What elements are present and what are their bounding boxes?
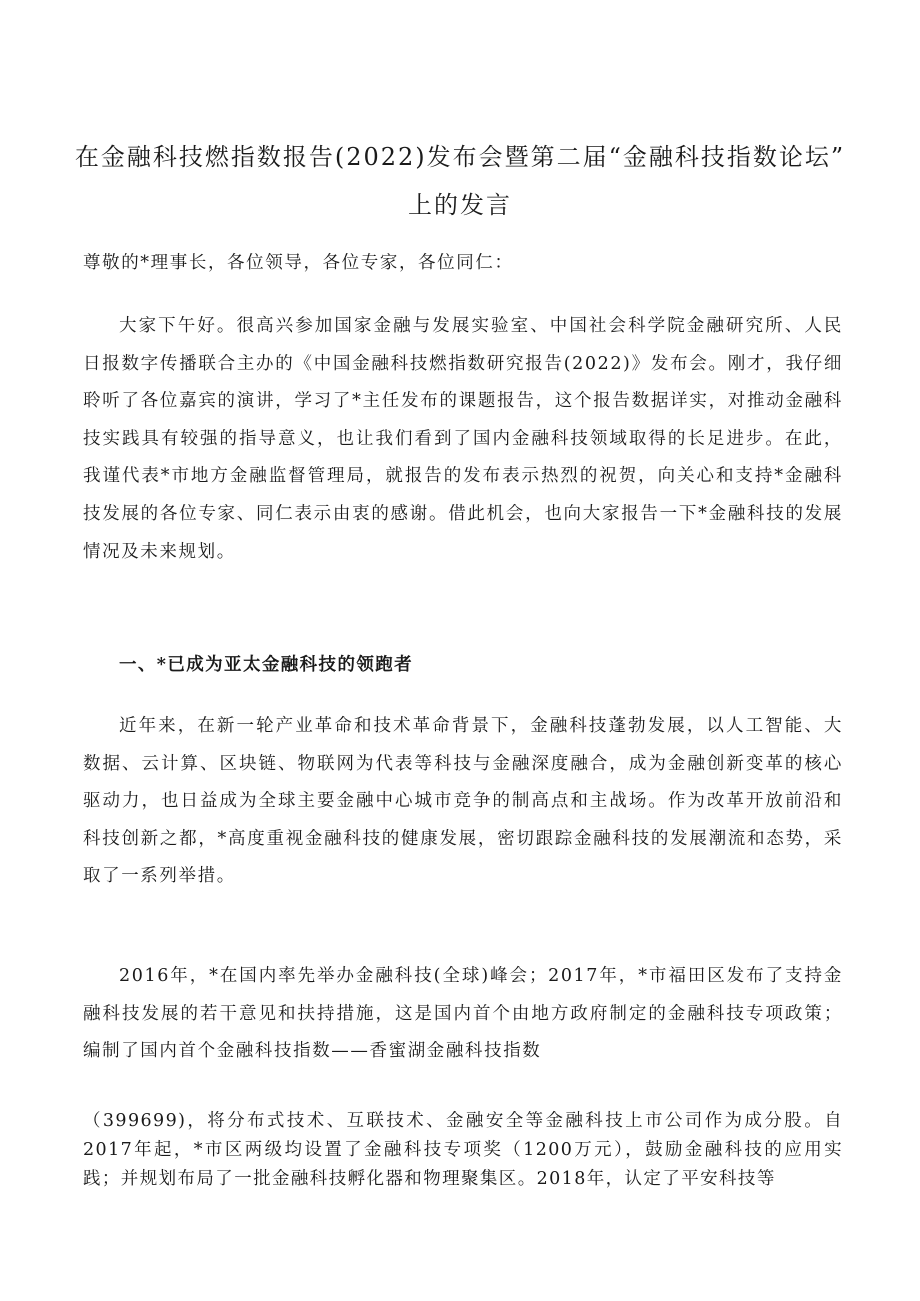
salutation: 尊敬的*理事长，各位领导，各位专家，各位同仁： [83,253,514,273]
section-heading-1: 一、*已成为亚太金融科技的领跑者 [119,655,414,675]
document-title-line-1: 在金融科技燃指数报告(2022)发布会暨第二届“金融科技指数论坛” [74,143,846,171]
paragraph-background: 近年来，在新一轮产业革命和技术革命背景下，金融科技蓬勃发展，以人工智能、大数据、云计算、区块链、物联网为代表等科技与金融深度融合，成为金融创新变革的核心驱动力，也日益成为全球主要金融中心城市竞争的制高点和主战场。作为改革开放前沿和科技创新之都，*高度重视金融科技的健康发展，密切跟踪金融科技的发展潮流和态势，采取了一系列举措。 [83,716,843,887]
document-title-line-2: 上的发言 [408,191,512,219]
paragraph-milestones: 2016年，*在国内率先举办金融科技(全球)峰会；2017年，*市福田区发布了支持金融科技发展的若干意见和扶持措施，这是国内首个由地方政府制定的金融科技专项政策；编制了国内首个金融科技指数——香蜜湖金融科技指数 [83,966,843,1062]
paragraph-opening: 大家下午好。很高兴参加国家金融与发展实验室、中国社会科学院金融研究所、人民日报数字传播联合主办的《中国金融科技燃指数研究报告(2022)》发布会。刚才，我仔细聆听了各位嘉宾的演讲，学习了*主任发布的课题报告，这个报告数据详实，对推动金融科技实践具有较强的指导意义，也让我们看到了国内金融科技领域取得的长足进步。在此，我谨代表*市地方金融监督管理局，就报告的发布表示热烈的祝贺，向关心和支持*金融科技发展的各位专家、同仁表示由衷的感谢。借此机会，也向大家报告一下*金融科技的发展情况及未来规划。 [83,316,843,562]
paragraph-continuation: （399699)，将分布式技术、互联技术、金融安全等金融科技上市公司作为成分股。自2017年起，*市区两级均设置了金融科技专项奖（1200万元），鼓励金融科技的应用实践；并规划布局了一批金融科技孵化器和物理聚集区。2018年，认定了平安科技等 [83,1111,843,1189]
